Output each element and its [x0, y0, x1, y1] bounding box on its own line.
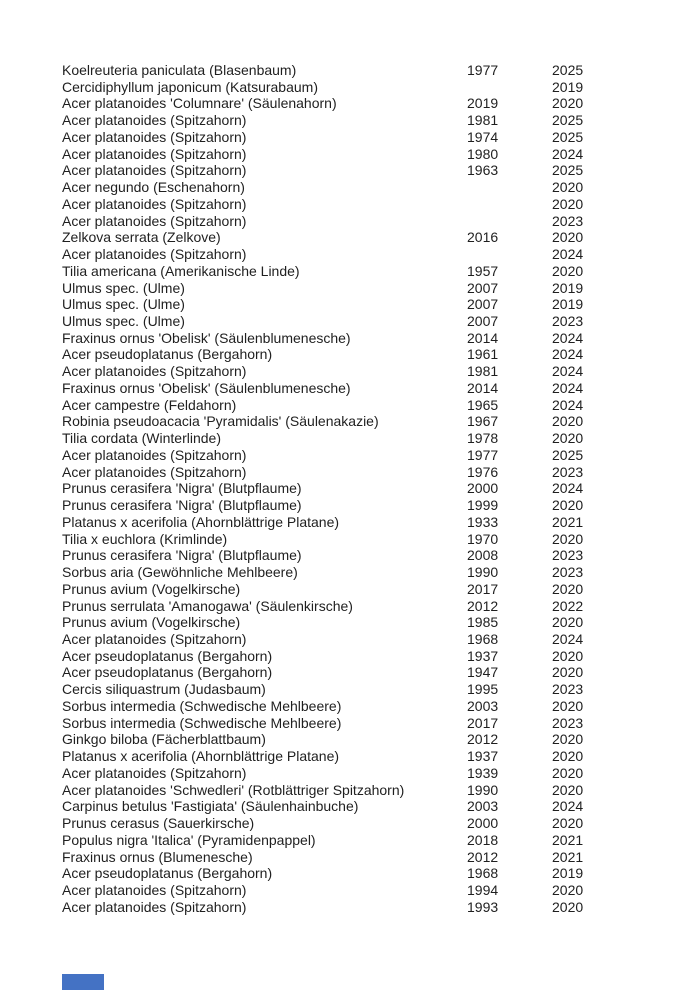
year-col-1: 2012 [467, 597, 499, 614]
species-name: Acer campestre (Feldahorn) [62, 396, 237, 413]
species-name: Tilia cordata (Winterlinde) [62, 430, 221, 447]
table-row [62, 581, 692, 598]
year-col-2: 2023 [552, 547, 584, 564]
year-col-2: 2023 [552, 313, 584, 330]
table-row [62, 531, 692, 548]
table-row [62, 514, 692, 531]
year-col-2: 2020 [552, 647, 584, 664]
table-row [62, 464, 692, 481]
year-col-2: 2019 [552, 865, 584, 882]
species-name: Acer platanoides (Spitzahorn) [62, 363, 247, 380]
table-row [62, 865, 692, 882]
year-col-2: 2024 [552, 630, 584, 647]
year-col-1: 2018 [467, 831, 499, 848]
species-name: Prunus cerasifera 'Nigra' (Blutpflaume) [62, 480, 302, 497]
year-col-2: 2022 [552, 597, 584, 614]
year-col-2: 2021 [552, 513, 584, 530]
year-col-1: 1937 [467, 748, 499, 765]
species-name: Ulmus spec. (Ulme) [62, 296, 185, 313]
year-col-1: 1965 [467, 396, 499, 413]
year-col-1 [467, 79, 552, 96]
species-name: Koelreuteria paniculata (Blasenbaum) [62, 62, 297, 78]
year-col-2: 2025 [552, 162, 584, 179]
species-name: Tilia americana (Amerikanische Linde) [62, 262, 300, 279]
table-row [62, 95, 692, 112]
year-col-2: 2020 [552, 580, 584, 597]
year-col-1: 1967 [467, 413, 499, 430]
species-name: Acer platanoides (Spitzahorn) [62, 145, 247, 162]
species-name: Ginkgo biloba (Fächerblattbaum) [62, 731, 266, 748]
year-col-2: 2024 [552, 396, 584, 413]
year-col-1 [467, 179, 552, 196]
year-col-1: 2012 [467, 731, 499, 748]
year-col-1: 1968 [467, 865, 499, 882]
year-col-1 [467, 196, 552, 213]
year-col-1: 1999 [467, 497, 499, 514]
species-name: Acer platanoides (Spitzahorn) [62, 881, 247, 898]
table-row [62, 430, 692, 447]
year-col-1: 2000 [467, 815, 499, 832]
year-col-1: 2017 [467, 714, 499, 731]
year-col-1 [467, 246, 552, 263]
table-row [62, 413, 692, 430]
year-col-1: 1933 [467, 513, 499, 530]
table-row [62, 832, 692, 849]
year-col-2: 2020 [552, 497, 584, 514]
species-name: Robinia pseudoacacia 'Pyramidalis' (Säulenakazie) [62, 413, 379, 430]
table-row [62, 346, 692, 363]
table-row [62, 731, 692, 748]
year-col-1: 2008 [467, 547, 499, 564]
year-col-2: 2024 [552, 145, 584, 162]
table-row [62, 296, 692, 313]
year-col-2: 2020 [552, 262, 584, 279]
year-col-1: 2019 [467, 95, 499, 112]
species-name: Sorbus intermedia (Schwedische Mehlbeere) [62, 714, 342, 731]
table-row [62, 698, 692, 715]
year-col-2: 2025 [552, 128, 584, 145]
species-name: Zelkova serrata (Zelkove) [62, 229, 221, 246]
species-name: Prunus cerasifera 'Nigra' (Blutpflaume) [62, 547, 302, 564]
year-col-2: 2025 [552, 112, 584, 129]
year-col-2: 2023 [552, 463, 584, 480]
year-col-2: 2023 [552, 681, 584, 698]
table-row [62, 564, 692, 581]
year-col-1: 1974 [467, 128, 499, 145]
table-row [62, 363, 692, 380]
year-col-1: 1980 [467, 145, 499, 162]
year-col-2: 2020 [552, 898, 584, 915]
species-name: Fraxinus ornus 'Obelisk' (Säulenblumenesche) [62, 379, 351, 396]
year-col-1: 2014 [467, 329, 499, 346]
species-name: Ulmus spec. (Ulme) [62, 313, 185, 330]
year-col-2: 2020 [552, 95, 584, 112]
year-col-1: 1976 [467, 463, 499, 480]
year-col-1 [467, 213, 552, 230]
species-name: Acer platanoides (Spitzahorn) [62, 162, 247, 179]
year-col-1: 1990 [467, 781, 499, 798]
year-col-1: 2014 [467, 379, 499, 396]
species-name: Acer platanoides (Spitzahorn) [62, 128, 247, 145]
species-name: Tilia x euchlora (Krimlinde) [62, 530, 228, 547]
species-name: Acer platanoides (Spitzahorn) [62, 112, 247, 129]
species-name: Acer platanoides (Spitzahorn) [62, 764, 247, 781]
year-col-1: 1947 [467, 664, 499, 681]
year-col-2: 2020 [552, 413, 584, 430]
species-name: Ulmus spec. (Ulme) [62, 279, 185, 296]
year-col-2: 2020 [552, 697, 584, 714]
species-name: Acer platanoides (Spitzahorn) [62, 463, 247, 480]
species-name: Carpinus betulus 'Fastigiata' (Säulenhainbuche) [62, 798, 359, 815]
year-col-2: 2024 [552, 480, 584, 497]
species-name: Acer pseudoplatanus (Bergahorn) [62, 664, 273, 681]
species-name: Sorbus aria (Gewöhnliche Mehlbeere) [62, 564, 298, 581]
species-name: Acer pseudoplatanus (Bergahorn) [62, 346, 273, 363]
year-col-1: 1968 [467, 630, 499, 647]
partial-blue-element[interactable] [62, 974, 104, 990]
year-col-2: 2019 [552, 78, 584, 95]
year-col-2: 2020 [552, 195, 584, 212]
year-col-1: 1985 [467, 614, 499, 631]
species-name: Acer negundo (Eschenahorn) [62, 179, 245, 196]
table-row [62, 849, 692, 866]
year-col-2: 2019 [552, 296, 584, 313]
species-name: Acer pseudoplatanus (Bergahorn) [62, 647, 273, 664]
year-col-1: 2007 [467, 296, 499, 313]
year-col-2: 2023 [552, 564, 584, 581]
year-col-1: 1990 [467, 564, 499, 581]
table-row [62, 112, 692, 129]
year-col-1: 2007 [467, 279, 499, 296]
table-row [62, 899, 692, 916]
year-col-2: 2020 [552, 179, 584, 196]
table-row [62, 313, 692, 330]
table-row [62, 263, 692, 280]
year-col-2: 2020 [552, 731, 584, 748]
species-name: Fraxinus ornus 'Obelisk' (Säulenblumenesche) [62, 329, 351, 346]
year-col-2: 2020 [552, 664, 584, 681]
table-row [62, 748, 692, 765]
year-col-1: 1977 [467, 446, 499, 463]
species-name: Acer platanoides 'Columnare' (Säulenahorn) [62, 95, 337, 112]
table-row [62, 196, 692, 213]
year-col-1: 1957 [467, 262, 499, 279]
table-row [62, 246, 692, 263]
table-row [62, 782, 692, 799]
table-row [62, 79, 692, 96]
table-row [62, 765, 692, 782]
year-col-2: 2024 [552, 329, 584, 346]
year-col-2: 2020 [552, 764, 584, 781]
species-name: Prunus serrulata 'Amanogawa' (Säulenkirsche) [62, 597, 353, 614]
year-col-2: 2024 [552, 379, 584, 396]
year-col-2: 2020 [552, 229, 584, 246]
year-col-2: 2023 [552, 212, 584, 229]
table-row [62, 547, 692, 564]
year-col-1: 2016 [467, 229, 499, 246]
table-row [62, 648, 692, 665]
species-name: Populus nigra 'Italica' (Pyramidenpappel) [62, 831, 316, 848]
year-col-2: 2021 [552, 848, 584, 865]
species-name: Platanus x acerifolia (Ahornblättrige Platane) [62, 513, 340, 530]
table-row [62, 162, 692, 179]
table-row [62, 146, 692, 163]
table-row [62, 397, 692, 414]
year-col-1: 1994 [467, 881, 499, 898]
table-row [62, 631, 692, 648]
year-col-2: 2019 [552, 279, 584, 296]
species-name: Acer platanoides (Spitzahorn) [62, 898, 247, 915]
table-row [62, 62, 692, 79]
table-row [62, 598, 692, 615]
tree-table [62, 62, 692, 915]
species-name: Sorbus intermedia (Schwedische Mehlbeere) [62, 697, 342, 714]
year-col-2: 2020 [552, 781, 584, 798]
year-col-2: 2020 [552, 530, 584, 547]
table-row [62, 614, 692, 631]
table-row [62, 330, 692, 347]
species-name: Acer platanoides (Spitzahorn) [62, 212, 247, 229]
year-col-2: 2021 [552, 831, 584, 848]
year-col-1: 1963 [467, 162, 499, 179]
table-row [62, 497, 692, 514]
species-name: Acer pseudoplatanus (Bergahorn) [62, 865, 273, 882]
species-name: Prunus cerasus (Sauerkirsche) [62, 815, 255, 832]
year-col-1: 2017 [467, 580, 499, 597]
species-name: Prunus cerasifera 'Nigra' (Blutpflaume) [62, 497, 302, 514]
table-row [62, 229, 692, 246]
table-row [62, 447, 692, 464]
year-col-1: 1978 [467, 430, 499, 447]
year-col-1: 2003 [467, 798, 499, 815]
year-col-2: 2020 [552, 881, 584, 898]
table-row [62, 280, 692, 297]
year-col-1: 1993 [467, 898, 499, 915]
table-row [62, 213, 692, 230]
year-col-1: 1970 [467, 530, 499, 547]
year-col-2: 2025 [552, 62, 584, 78]
year-col-2: 2020 [552, 815, 584, 832]
table-row [62, 480, 692, 497]
species-name: Fraxinus ornus (Blumenesche) [62, 848, 253, 865]
species-name: Acer platanoides (Spitzahorn) [62, 246, 247, 263]
table-row [62, 815, 692, 832]
species-name: Cercis siliquastrum (Judasbaum) [62, 681, 266, 698]
table-row [62, 129, 692, 146]
year-col-2: 2025 [552, 446, 584, 463]
table-row [62, 681, 692, 698]
species-name: Prunus avium (Vogelkirsche) [62, 614, 241, 631]
species-name: Acer platanoides 'Schwedleri' (Rotblättriger Spitzahorn) [62, 781, 405, 798]
table-row [62, 664, 692, 681]
year-col-2: 2020 [552, 614, 584, 631]
table-row [62, 380, 692, 397]
year-col-1: 2003 [467, 697, 499, 714]
species-name: Acer platanoides (Spitzahorn) [62, 195, 247, 212]
year-col-1: 1961 [467, 346, 499, 363]
year-col-1: 2000 [467, 480, 499, 497]
year-col-1: 1939 [467, 764, 499, 781]
year-col-2: 2024 [552, 798, 584, 815]
year-col-1: 1981 [467, 363, 499, 380]
table-row [62, 882, 692, 899]
year-col-1: 2012 [467, 848, 499, 865]
table-row [62, 798, 692, 815]
year-col-1: 1981 [467, 112, 499, 129]
year-col-1: 1977 [467, 62, 499, 78]
species-name: Acer platanoides (Spitzahorn) [62, 630, 247, 647]
year-col-1: 2007 [467, 313, 499, 330]
species-name: Prunus avium (Vogelkirsche) [62, 580, 241, 597]
year-col-2: 2020 [552, 748, 584, 765]
year-col-2: 2020 [552, 430, 584, 447]
table-row [62, 715, 692, 732]
table-row [62, 179, 692, 196]
year-col-2: 2024 [552, 346, 584, 363]
year-col-1: 1995 [467, 681, 499, 698]
year-col-1: 1937 [467, 647, 499, 664]
year-col-2: 2024 [552, 363, 584, 380]
species-name: Cercidiphyllum japonicum (Katsurabaum) [62, 78, 318, 95]
year-col-2: 2024 [552, 246, 584, 263]
species-name: Platanus x acerifolia (Ahornblättrige Platane) [62, 748, 340, 765]
year-col-2: 2023 [552, 714, 584, 731]
species-name: Acer platanoides (Spitzahorn) [62, 446, 247, 463]
